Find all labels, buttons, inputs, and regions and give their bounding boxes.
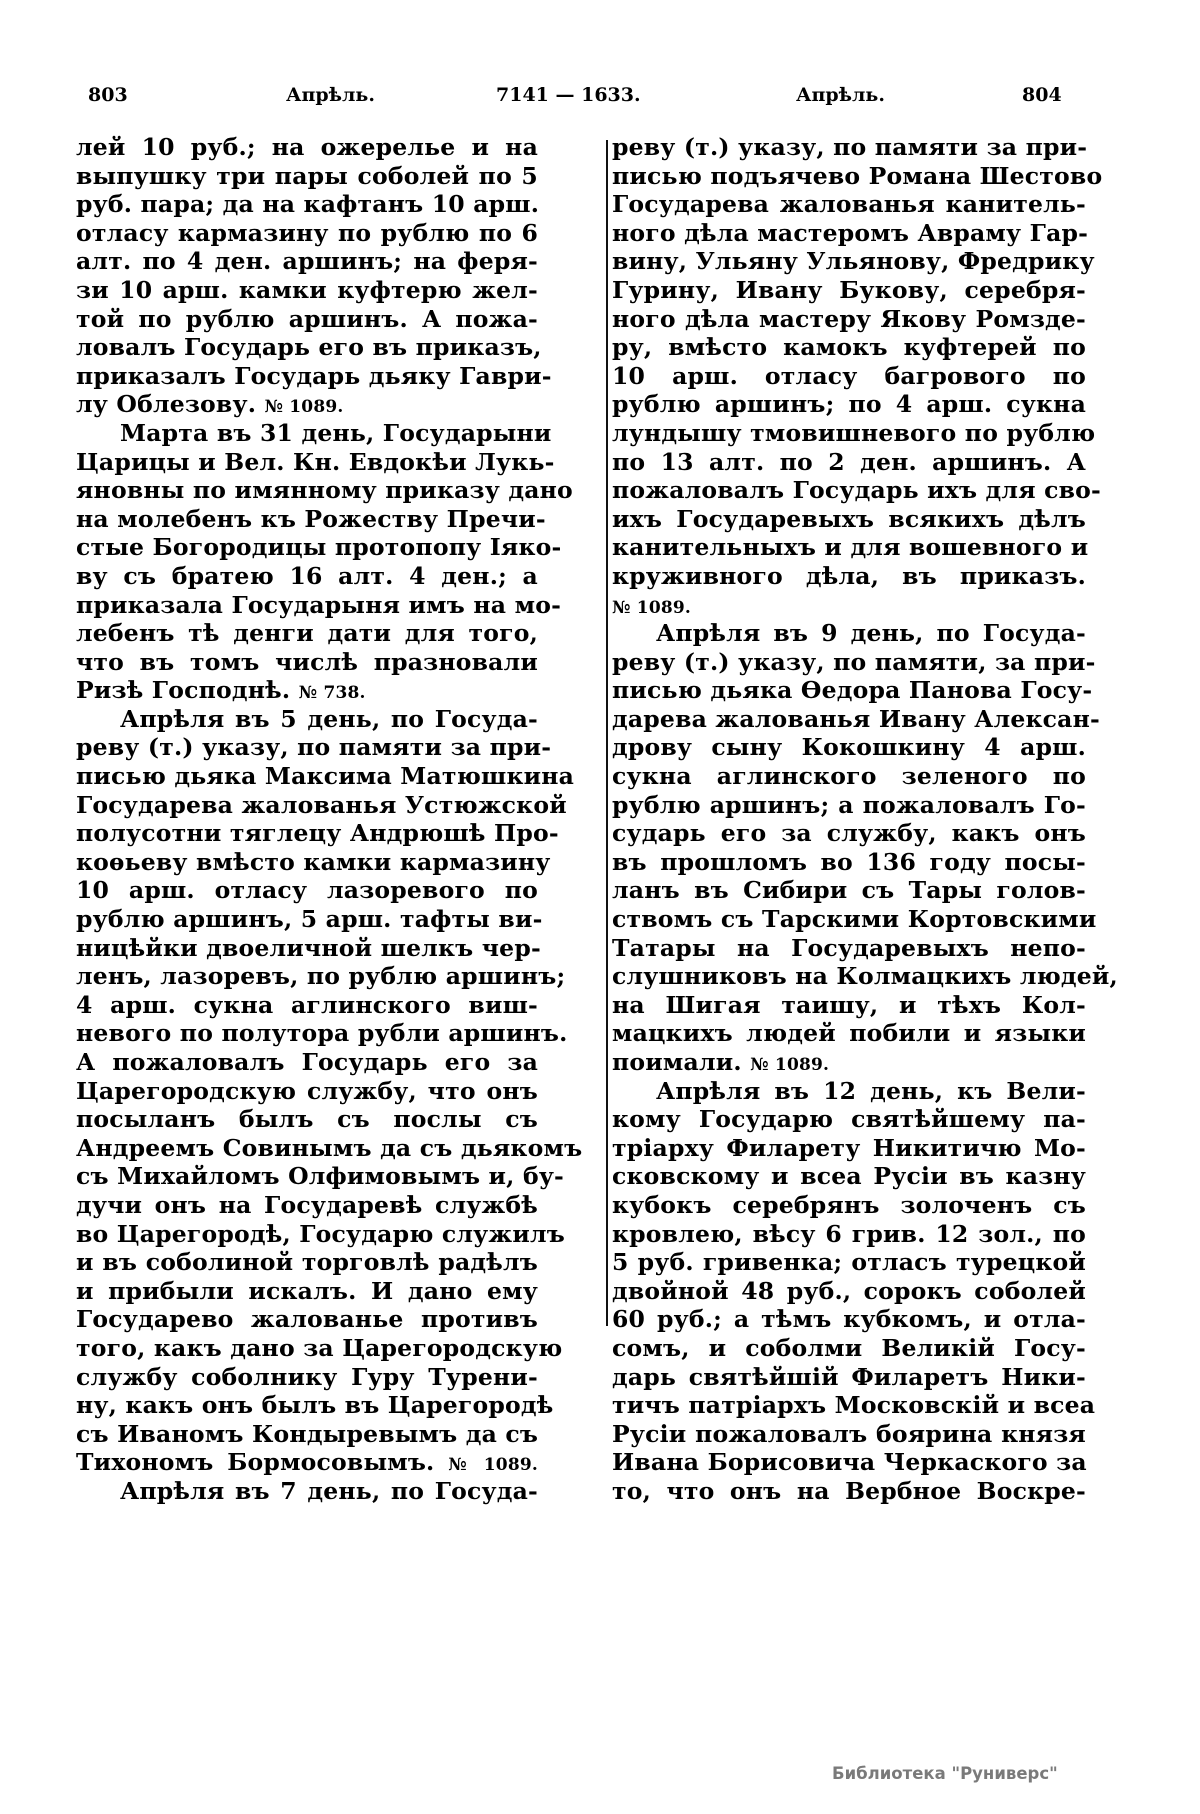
- text-line: [612, 1363, 1086, 1392]
- text-line: [612, 533, 1089, 562]
- text-line: [76, 562, 538, 591]
- text-line: [612, 991, 1086, 1020]
- text-line: [76, 133, 538, 162]
- page-number-left: 803: [88, 84, 128, 106]
- document-reference-number: № 738.: [298, 683, 366, 704]
- line-text: Государева жалованья Устюжской: [76, 790, 567, 819]
- line-text: яновны по имянному приказу дано: [76, 476, 573, 505]
- document-reference-number: № 1089.: [448, 1455, 539, 1476]
- text-line: [612, 1134, 1086, 1163]
- text-line: [76, 1077, 538, 1106]
- text-line: [76, 276, 538, 305]
- line-text: ланъ въ Сибири съ Тары голов-: [612, 876, 1086, 905]
- text-line: [612, 190, 1086, 219]
- line-text: ихъ Государевыхъ всякихъ дѣлъ: [612, 504, 1086, 533]
- line-text: кубокъ серебрянъ золоченъ съ: [612, 1190, 1086, 1219]
- text-line: [76, 1277, 538, 1306]
- line-text: ву съ братею 16 алт. 4 ден.; а: [76, 561, 538, 590]
- line-text: Тихономъ Бормосовымъ.: [76, 1448, 435, 1477]
- line-text: того, какъ дано за Царегородскую: [76, 1333, 563, 1362]
- paragraph-first-line: [76, 418, 552, 448]
- text-line: [76, 676, 538, 705]
- text-line: [612, 848, 1086, 877]
- text-line: [612, 1334, 1086, 1363]
- line-text: коѳьеву вмѣсто камки кармазину: [76, 847, 551, 876]
- line-text: кровлею, вѣсу 6 грив. 12 зол., по: [612, 1219, 1086, 1248]
- line-text: лу Облезову.: [76, 390, 257, 419]
- line-text: сукна аглинского зеленого по: [612, 762, 1086, 791]
- line-text: невого по полутора рубли аршинъ.: [76, 1019, 568, 1048]
- text-line: [612, 505, 1086, 534]
- line-text: ного дѣла мастеромъ Авраму Гар-: [612, 218, 1089, 247]
- paragraph-first-line: [76, 705, 538, 734]
- text-line: [612, 1220, 1086, 1249]
- line-text: зи 10 арш. камки куфтерю жел-: [76, 275, 538, 304]
- text-line: [76, 1191, 538, 1220]
- line-text: Государево жалованье противъ: [76, 1305, 538, 1334]
- text-line: [612, 676, 1093, 705]
- text-line: [612, 791, 1086, 820]
- line-text: приказала Государыня имъ на мо-: [76, 590, 562, 619]
- text-line: [76, 905, 543, 934]
- line-text: 10 арш. отласу багрового по: [612, 361, 1086, 390]
- line-text: ствомъ съ Тарскими Кортовскими: [612, 905, 1097, 934]
- text-line: [76, 390, 538, 419]
- line-text: Государева жалованья канитель-: [612, 190, 1086, 219]
- text-line: [612, 1277, 1086, 1306]
- line-text: реву (т.) указу, по памяти, за при-: [612, 647, 1096, 676]
- running-header: [0, 84, 1200, 114]
- text-line: [76, 962, 566, 991]
- text-line: [76, 1363, 538, 1392]
- text-line: [612, 934, 1086, 963]
- text-line: [612, 962, 1118, 991]
- text-line: [612, 1391, 1096, 1420]
- line-text: рублю аршинъ, 5 арш. тафты ви-: [76, 905, 543, 934]
- text-line: [76, 876, 538, 905]
- text-line: [76, 1105, 538, 1134]
- text-line: [76, 447, 555, 477]
- text-line: [612, 905, 1097, 934]
- line-text: Татары на Государевыхъ непо-: [612, 933, 1086, 962]
- line-text: 10 арш. отласу лазоревого по: [76, 876, 538, 905]
- line-text: Апрѣля въ 9 день, по Госуда-: [656, 619, 1086, 648]
- text-line: [612, 1448, 1086, 1477]
- line-text: той по рублю аршинъ. А пожа-: [76, 304, 538, 333]
- line-text: Апрѣля въ 7 день, по Госуда-: [120, 1476, 538, 1505]
- line-text: слушниковъ на Колмацкихъ людей,: [612, 962, 1118, 991]
- line-text: писью подъячево Романа Шестово: [612, 161, 1103, 190]
- line-text: 60 руб.; а тѣмъ кубкомъ, и отла-: [612, 1305, 1086, 1334]
- text-line: [612, 1019, 1086, 1048]
- line-text: лундышу тмовишневого по рублю: [612, 418, 1096, 447]
- line-text: то, что онъ на Вербное Воскре-: [612, 1476, 1086, 1505]
- line-text: и прибыли искалъ. И дано ему: [76, 1276, 538, 1305]
- line-text: А пожаловалъ Государь его за: [76, 1048, 538, 1076]
- line-text: службу соболнику Гуру Турени-: [76, 1362, 538, 1391]
- text-line: [612, 1162, 1086, 1191]
- month-heading-right: Апрѣль.: [796, 84, 885, 106]
- text-line: [612, 1248, 1086, 1277]
- line-text: лебенъ тѣ денги дати для того,: [76, 619, 538, 648]
- text-line: [76, 1420, 538, 1449]
- text-line: [612, 305, 1086, 334]
- text-line: [612, 1105, 1086, 1134]
- library-watermark: Библиотека "Руниверс": [832, 1764, 1058, 1783]
- text-line: [76, 1248, 538, 1277]
- line-text: Русіи пожаловалъ боярина князя: [612, 1419, 1086, 1448]
- line-text: полусотни тяглецу Андрюшѣ Про-: [76, 819, 559, 848]
- line-text: отласу кармазину по рублю по 6: [76, 218, 538, 247]
- line-text: круживного дѣла, въ приказъ.: [612, 561, 1086, 590]
- line-text: ловалъ Государь его въ приказъ,: [76, 333, 542, 362]
- text-line: [612, 647, 1096, 677]
- column-divider: [606, 140, 608, 1326]
- line-text: стые Богородицы протопопу Іяко-: [76, 533, 562, 562]
- text-line: [612, 591, 1086, 620]
- text-line: [612, 562, 1086, 591]
- document-reference-number: № 1089.: [612, 597, 692, 618]
- text-line: [612, 276, 1086, 305]
- text-line: [76, 1305, 538, 1334]
- line-text: Андреемъ Совинымъ да съ дьякомъ: [76, 1133, 583, 1162]
- text-line: [76, 305, 538, 334]
- line-text: ного дѣла мастеру Якову Ромзде-: [612, 304, 1086, 333]
- text-line: [612, 1420, 1086, 1449]
- line-text: пожаловалъ Государь ихъ для сво-: [612, 476, 1101, 505]
- text-line: [76, 648, 538, 677]
- line-text: сомъ, и соболми Великій Госу-: [612, 1333, 1086, 1362]
- paragraph-first-line: [612, 1077, 1086, 1106]
- text-line: [76, 361, 552, 391]
- line-text: рублю аршинъ; по 4 арш. сукна: [612, 390, 1086, 419]
- line-text: Царегородскую службу, что онъ: [76, 1076, 538, 1105]
- text-line: [76, 1448, 538, 1477]
- text-line: [76, 933, 541, 963]
- text-line: [76, 1048, 538, 1077]
- document-reference-number: № 1089.: [264, 397, 344, 418]
- line-text: мацкихъ людей побили и языки: [612, 1019, 1086, 1048]
- text-line: [76, 619, 538, 648]
- line-text: тріарху Филарету Никитичю Мо-: [612, 1133, 1086, 1162]
- line-text: реву (т.) указу, по памяти за при-: [612, 133, 1088, 161]
- text-line: [76, 190, 538, 219]
- line-text: 5 руб. гривенка; отласъ турецкой: [612, 1248, 1086, 1277]
- text-line: [612, 1191, 1086, 1220]
- text-line: [76, 162, 538, 191]
- text-line: [612, 733, 1086, 762]
- text-line: [76, 762, 575, 791]
- line-text: дрову сыну Кокошкину 4 арш.: [612, 733, 1086, 762]
- line-text: канительныхъ и для вошевного и: [612, 533, 1089, 562]
- text-line: [612, 1048, 1086, 1077]
- line-text: кому Государю святѣйшему па-: [612, 1105, 1086, 1134]
- text-line: [76, 1133, 583, 1163]
- line-text: реву (т.) указу, по памяти за при-: [76, 733, 552, 762]
- text-line: [76, 1219, 565, 1249]
- line-text: Ризѣ Господнѣ.: [76, 676, 291, 705]
- line-text: лей 10 руб.; на ожерелье и на: [76, 133, 538, 161]
- text-line: [612, 762, 1086, 791]
- text-line: [76, 219, 538, 248]
- line-text: Апрѣля въ 5 день, по Госуда-: [120, 704, 538, 733]
- text-line: [612, 247, 1095, 276]
- text-line: [612, 704, 1100, 734]
- text-line: [612, 362, 1086, 391]
- text-line: [612, 448, 1086, 477]
- text-line: [76, 504, 546, 534]
- text-line: [76, 533, 562, 562]
- line-text: сковскому и всеа Русіи въ казну: [612, 1162, 1086, 1191]
- line-text: алт. по 4 ден. аршинъ; на феря-: [76, 247, 538, 276]
- year-range: 7141 — 1633.: [496, 84, 641, 106]
- line-text: въ прошломъ во 136 году посы-: [612, 847, 1086, 876]
- line-text: ленъ, лазоревъ, по рублю аршинъ;: [76, 962, 566, 991]
- text-line: [612, 390, 1086, 419]
- line-text: писью дьяка Ѳедора Панова Госу-: [612, 676, 1093, 705]
- line-text: 4 арш. сукна аглинского виш-: [76, 990, 538, 1019]
- text-line: [76, 1333, 563, 1363]
- line-text: ницѣйки двоеличной шелкъ чер-: [76, 933, 541, 962]
- line-text: по 13 алт. по 2 ден. аршинъ. А: [612, 447, 1086, 476]
- text-line: [76, 247, 538, 276]
- text-line: [76, 790, 567, 820]
- text-line: [76, 819, 559, 848]
- line-text: вину, Ульяну Ульянову, Фредрику: [612, 247, 1095, 276]
- text-line: [76, 1019, 568, 1048]
- line-text: съ Иваномъ Кондыревымъ да съ: [76, 1419, 539, 1448]
- line-text: Царицы и Вел. Кн. Евдокѣи Лукь-: [76, 447, 555, 476]
- line-text: Ивана Борисовича Черкаского за: [612, 1448, 1087, 1477]
- line-text: посыланъ былъ съ послы съ: [76, 1105, 538, 1134]
- line-text: что въ томъ числѣ празновали: [76, 647, 538, 676]
- line-text: дарева жалованья Ивану Алексан-: [612, 704, 1100, 733]
- line-text: ну, какъ онъ былъ въ Царегородѣ: [76, 1391, 554, 1420]
- text-line: [612, 218, 1089, 248]
- line-text: писью дьяка Максима Матюшкина: [76, 762, 575, 791]
- page-number-right: 804: [1022, 84, 1062, 106]
- line-text: Гурину, Ивану Букову, серебря-: [612, 275, 1086, 304]
- line-text: на Шигая таишу, и тѣхъ Кол-: [612, 990, 1086, 1019]
- line-text: и въ соболиной торговлѣ радѣлъ: [76, 1248, 538, 1277]
- line-text: двойной 48 руб., сорокъ соболей: [612, 1276, 1086, 1305]
- text-line: [612, 1477, 1086, 1506]
- line-text: тичъ патріархъ Московскій и всеа: [612, 1391, 1096, 1420]
- month-heading-left: Апрѣль.: [286, 84, 375, 106]
- text-line: [612, 476, 1101, 505]
- text-line: [612, 876, 1086, 905]
- line-text: рублю аршинъ; а пожаловалъ Го-: [612, 790, 1086, 819]
- line-text: Апрѣля въ 12 день, къ Вели-: [656, 1076, 1086, 1105]
- text-line: [76, 733, 552, 762]
- text-line: [612, 418, 1096, 448]
- line-text: поимали.: [612, 1048, 742, 1076]
- line-text: сударь его за службу, какъ онъ: [612, 819, 1086, 848]
- text-line: [76, 333, 542, 362]
- line-text: съ Михайломъ Олфимовымъ и, бу-: [76, 1162, 565, 1191]
- left-text-column: [76, 133, 583, 1506]
- paragraph-first-line: [76, 1477, 538, 1506]
- line-text: ру, вмѣсто камокъ куфтерей по: [612, 333, 1086, 362]
- line-text: выпушку три пары соболей по 5: [76, 161, 538, 190]
- text-line: [76, 476, 573, 505]
- line-text: Марта въ 31 день, Государыни: [120, 418, 552, 447]
- text-line: [76, 590, 562, 620]
- line-text: дарь святѣйшій Филаретъ Ники-: [612, 1362, 1086, 1391]
- text-line: [612, 819, 1086, 848]
- right-text-column: [612, 133, 1118, 1506]
- line-text: во Царегородѣ, Государю служилъ: [76, 1219, 565, 1248]
- text-line: [612, 333, 1086, 362]
- line-text: дучи онъ на Государевѣ службѣ: [76, 1190, 538, 1219]
- text-line: [76, 847, 551, 877]
- text-line: [612, 133, 1086, 162]
- text-line: [612, 1305, 1086, 1334]
- text-line: [76, 991, 538, 1020]
- text-line: [76, 1162, 565, 1191]
- line-text: руб. пара; да на кафтанъ 10 арш.: [76, 190, 540, 219]
- text-line: [612, 161, 1103, 191]
- paragraph-first-line: [612, 619, 1086, 648]
- text-line: [76, 1391, 554, 1420]
- line-text: на молебенъ къ Рожеству Пречи-: [76, 504, 546, 533]
- line-text: приказалъ Государь дьяку Гаври-: [76, 361, 552, 390]
- document-reference-number: № 1089.: [750, 1055, 830, 1075]
